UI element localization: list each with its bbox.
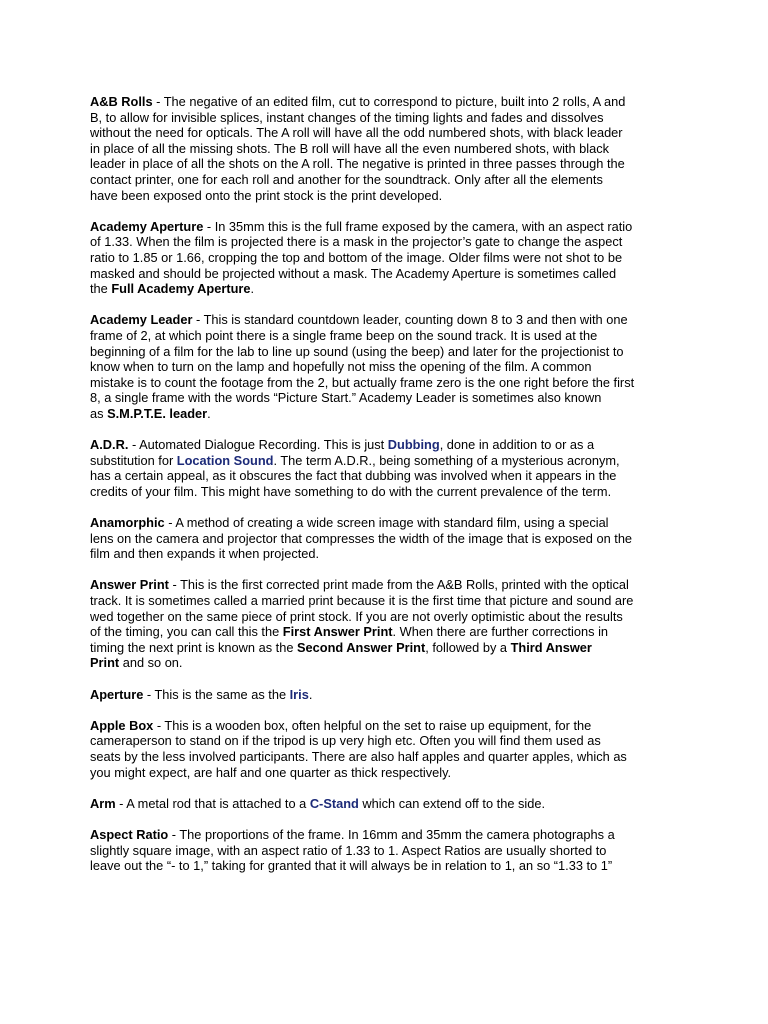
entry-line xyxy=(90,312,690,328)
entry-line xyxy=(90,141,690,157)
glossary-entry-answer-print xyxy=(90,577,690,671)
glossary-term: Aperture xyxy=(90,686,144,702)
definition-text: cameraperson to stand on if the tripod is up very high etc. Often you will find them used as xyxy=(90,733,601,749)
definition-text: of the timing, you can call this the xyxy=(90,624,283,640)
entry-line xyxy=(90,640,690,656)
glossary-term: Anamorphic xyxy=(90,515,165,531)
definition-text: leader in place of all the shots on the A roll. The negative is printed in three passes through the xyxy=(90,156,625,172)
definition-text: - The proportions of the frame. In 16mm and 35mm the camera photographs a xyxy=(168,826,615,842)
definition-text: - In 35mm this is the full frame exposed by the camera, with an aspect ratio xyxy=(203,218,633,234)
entry-line xyxy=(90,406,690,422)
entry-line xyxy=(90,687,690,703)
definition-text: as xyxy=(90,405,108,421)
definition-text: frame of 2, at which point there is a single frame beep on the sound track. It is used at the xyxy=(90,327,598,343)
entry-line xyxy=(90,718,690,734)
definition-text: 8, a single frame with the words “Picture Start.” Academy Leader is sometimes also known xyxy=(90,390,602,406)
glossary-entry-academy-aperture xyxy=(90,219,690,297)
glossary-term: Apple Box xyxy=(90,717,154,733)
cross-reference-link[interactable]: Dubbing xyxy=(387,437,440,453)
cross-reference-link[interactable]: Iris xyxy=(289,686,309,702)
entry-line xyxy=(90,749,690,765)
entry-line xyxy=(90,655,690,671)
glossary-entry-apple-box xyxy=(90,718,690,780)
entry-line xyxy=(90,453,690,469)
definition-text: . xyxy=(250,281,255,297)
entry-line xyxy=(90,609,690,625)
glossary-entry-anamorphic xyxy=(90,515,690,562)
definition-text: - A method of creating a wide screen image with standard film, using a special xyxy=(164,515,609,531)
definition-text: timing the next print is known as the xyxy=(90,639,297,655)
definition-text: of 1.33. When the film is projected there is a mask in the projector’s gate to change the aspect xyxy=(90,234,623,250)
entry-line xyxy=(90,437,690,453)
definition-text: the xyxy=(90,281,112,297)
definition-text: leave out the “- to 1,” taking for granted that it will always be in relation to 1, an so “1.33 to 1” xyxy=(90,858,613,874)
entry-line xyxy=(90,266,690,282)
glossary-term: Aspect Ratio xyxy=(90,826,169,842)
entry-line xyxy=(90,765,690,781)
entry-line xyxy=(90,359,690,375)
bold-term: Third Answer xyxy=(510,639,592,655)
entry-line xyxy=(90,219,690,235)
definition-text: ratio to 1.85 or 1.66, cropping the top and bottom of the image. Older films were not shot to be xyxy=(90,249,623,265)
entry-line xyxy=(90,484,690,500)
definition-text: beginning of a film for the lab to line up sound (using the beep) and later for the projectionist to xyxy=(90,343,624,359)
definition-text: has a certain appeal, as it obscures the fact that dubbing was involved when it appears in the xyxy=(90,468,617,484)
glossary-entry-academy-leader xyxy=(90,312,690,421)
entry-line xyxy=(90,858,690,874)
definition-text: wed together on the same piece of print stock. If you are not overly optimistic about the results xyxy=(90,608,623,624)
entry-line xyxy=(90,515,690,531)
definition-text: . The term A.D.R., being something of a mysterious acronym, xyxy=(273,452,620,468)
entry-line xyxy=(90,156,690,172)
cross-reference-link[interactable]: C-Stand xyxy=(309,795,359,811)
definition-text: track. It is sometimes called a married print because it is the first time that picture and sound are xyxy=(90,593,634,608)
glossary-entry-ab-rolls xyxy=(90,94,690,203)
definition-text: - The negative of an edited film, cut to correspond to picture, built into 2 rolls, A and xyxy=(152,94,626,109)
definition-text: have been exposed onto the print stock is the print developed. xyxy=(90,187,443,203)
definition-text: . xyxy=(207,405,211,421)
definition-text: - A metal rod that is attached to a xyxy=(115,795,310,811)
entry-line xyxy=(90,344,690,360)
entry-line xyxy=(90,468,690,484)
glossary-term: Arm xyxy=(90,795,116,811)
glossary-term: Answer Print xyxy=(90,577,169,593)
definition-text: - This is a wooden box, often helpful on the set to raise up equipment, for the xyxy=(153,717,592,733)
entry-line xyxy=(90,796,690,812)
definition-text: - This is standard countdown leader, counting down 8 to 3 and then with one xyxy=(192,312,628,328)
entry-line xyxy=(90,577,690,593)
entry-line xyxy=(90,328,690,344)
definition-text: - Automated Dialogue Recording. This is just xyxy=(128,437,388,453)
entry-line xyxy=(90,234,690,250)
entry-line xyxy=(90,593,690,609)
glossary-term: Academy Aperture xyxy=(90,218,204,234)
definition-text: credits of your film. This might have something to do with the current prevalence of the term. xyxy=(90,483,612,499)
definition-text: - This is the same as the xyxy=(143,686,290,702)
entry-line xyxy=(90,827,690,843)
glossary-term: A&B Rolls xyxy=(90,94,153,109)
definition-text: slightly square image, with an aspect ratio of 1.33 to 1. Aspect Ratios are usually shorted to xyxy=(90,842,607,858)
entry-line xyxy=(90,94,690,110)
entry-line xyxy=(90,531,690,547)
entry-line xyxy=(90,125,690,141)
definition-text: . When there are further corrections in xyxy=(392,624,609,640)
definition-text: . xyxy=(308,686,313,702)
entry-line xyxy=(90,250,690,266)
bold-term: Print xyxy=(90,655,120,671)
glossary-entry-adr xyxy=(90,437,690,499)
definition-text: seats by the less involved participants. There are also half apples and quarter apples, which as xyxy=(90,748,627,764)
definition-text: which can extend off to the side. xyxy=(358,795,546,811)
entry-line xyxy=(90,281,690,297)
entry-line xyxy=(90,110,690,126)
entry-line xyxy=(90,375,690,391)
definition-text: know when to turn on the lamp and hopefully not miss the opening of the film. A common xyxy=(90,359,592,375)
definition-text: masked and should be projected without a mask. The Academy Aperture is sometimes called xyxy=(90,265,617,281)
glossary-page xyxy=(90,94,690,889)
entry-line xyxy=(90,390,690,406)
definition-text: without the need for opticals. The A roll will have all the odd numbered shots, with black leader xyxy=(90,125,623,141)
definition-text: contact printer, one for each roll and another for the soundtrack. Only after all the elements xyxy=(90,171,603,187)
bold-term: First Answer Print xyxy=(282,624,393,640)
definition-text: and so on. xyxy=(119,655,183,671)
definition-text: , done in addition to or as a xyxy=(439,437,595,453)
glossary-term: A.D.R. xyxy=(90,437,129,453)
definition-text: lens on the camera and projector that compresses the width of the image that is exposed on the xyxy=(90,530,633,546)
definition-text: you might expect, are half and one quarter as thick respectively. xyxy=(90,764,452,780)
bold-term: S.M.P.T.E. leader xyxy=(107,405,208,421)
glossary-entry-aspect-ratio xyxy=(90,827,690,874)
bold-term: Full Academy Aperture xyxy=(111,281,251,297)
glossary-entry-aperture xyxy=(90,687,690,703)
definition-text: in place of all the missing shots. The B roll will have all the even numbered shots, with black xyxy=(90,140,610,156)
glossary-term: Academy Leader xyxy=(90,312,193,328)
definition-text: mistake is to count the footage from the 2, but actually frame zero is the one right before the first xyxy=(90,374,635,390)
definition-text: , followed by a xyxy=(425,639,511,655)
entry-line xyxy=(90,172,690,188)
entry-line xyxy=(90,843,690,859)
definition-text: B, to allow for invisible splices, instant changes of the timing lights and fades and dissolves xyxy=(90,109,604,125)
entry-line xyxy=(90,546,690,562)
definition-text: film and then expands it when projected. xyxy=(90,546,320,562)
definition-text: - This is the first corrected print made from the A&B Rolls, printed with the optical xyxy=(168,577,629,593)
entry-line xyxy=(90,624,690,640)
entry-line xyxy=(90,188,690,204)
bold-term: Second Answer Print xyxy=(297,639,426,655)
cross-reference-link[interactable]: Location Sound xyxy=(176,452,274,468)
entry-line xyxy=(90,733,690,749)
glossary-entry-arm xyxy=(90,796,690,812)
definition-text: substitution for xyxy=(90,452,177,468)
